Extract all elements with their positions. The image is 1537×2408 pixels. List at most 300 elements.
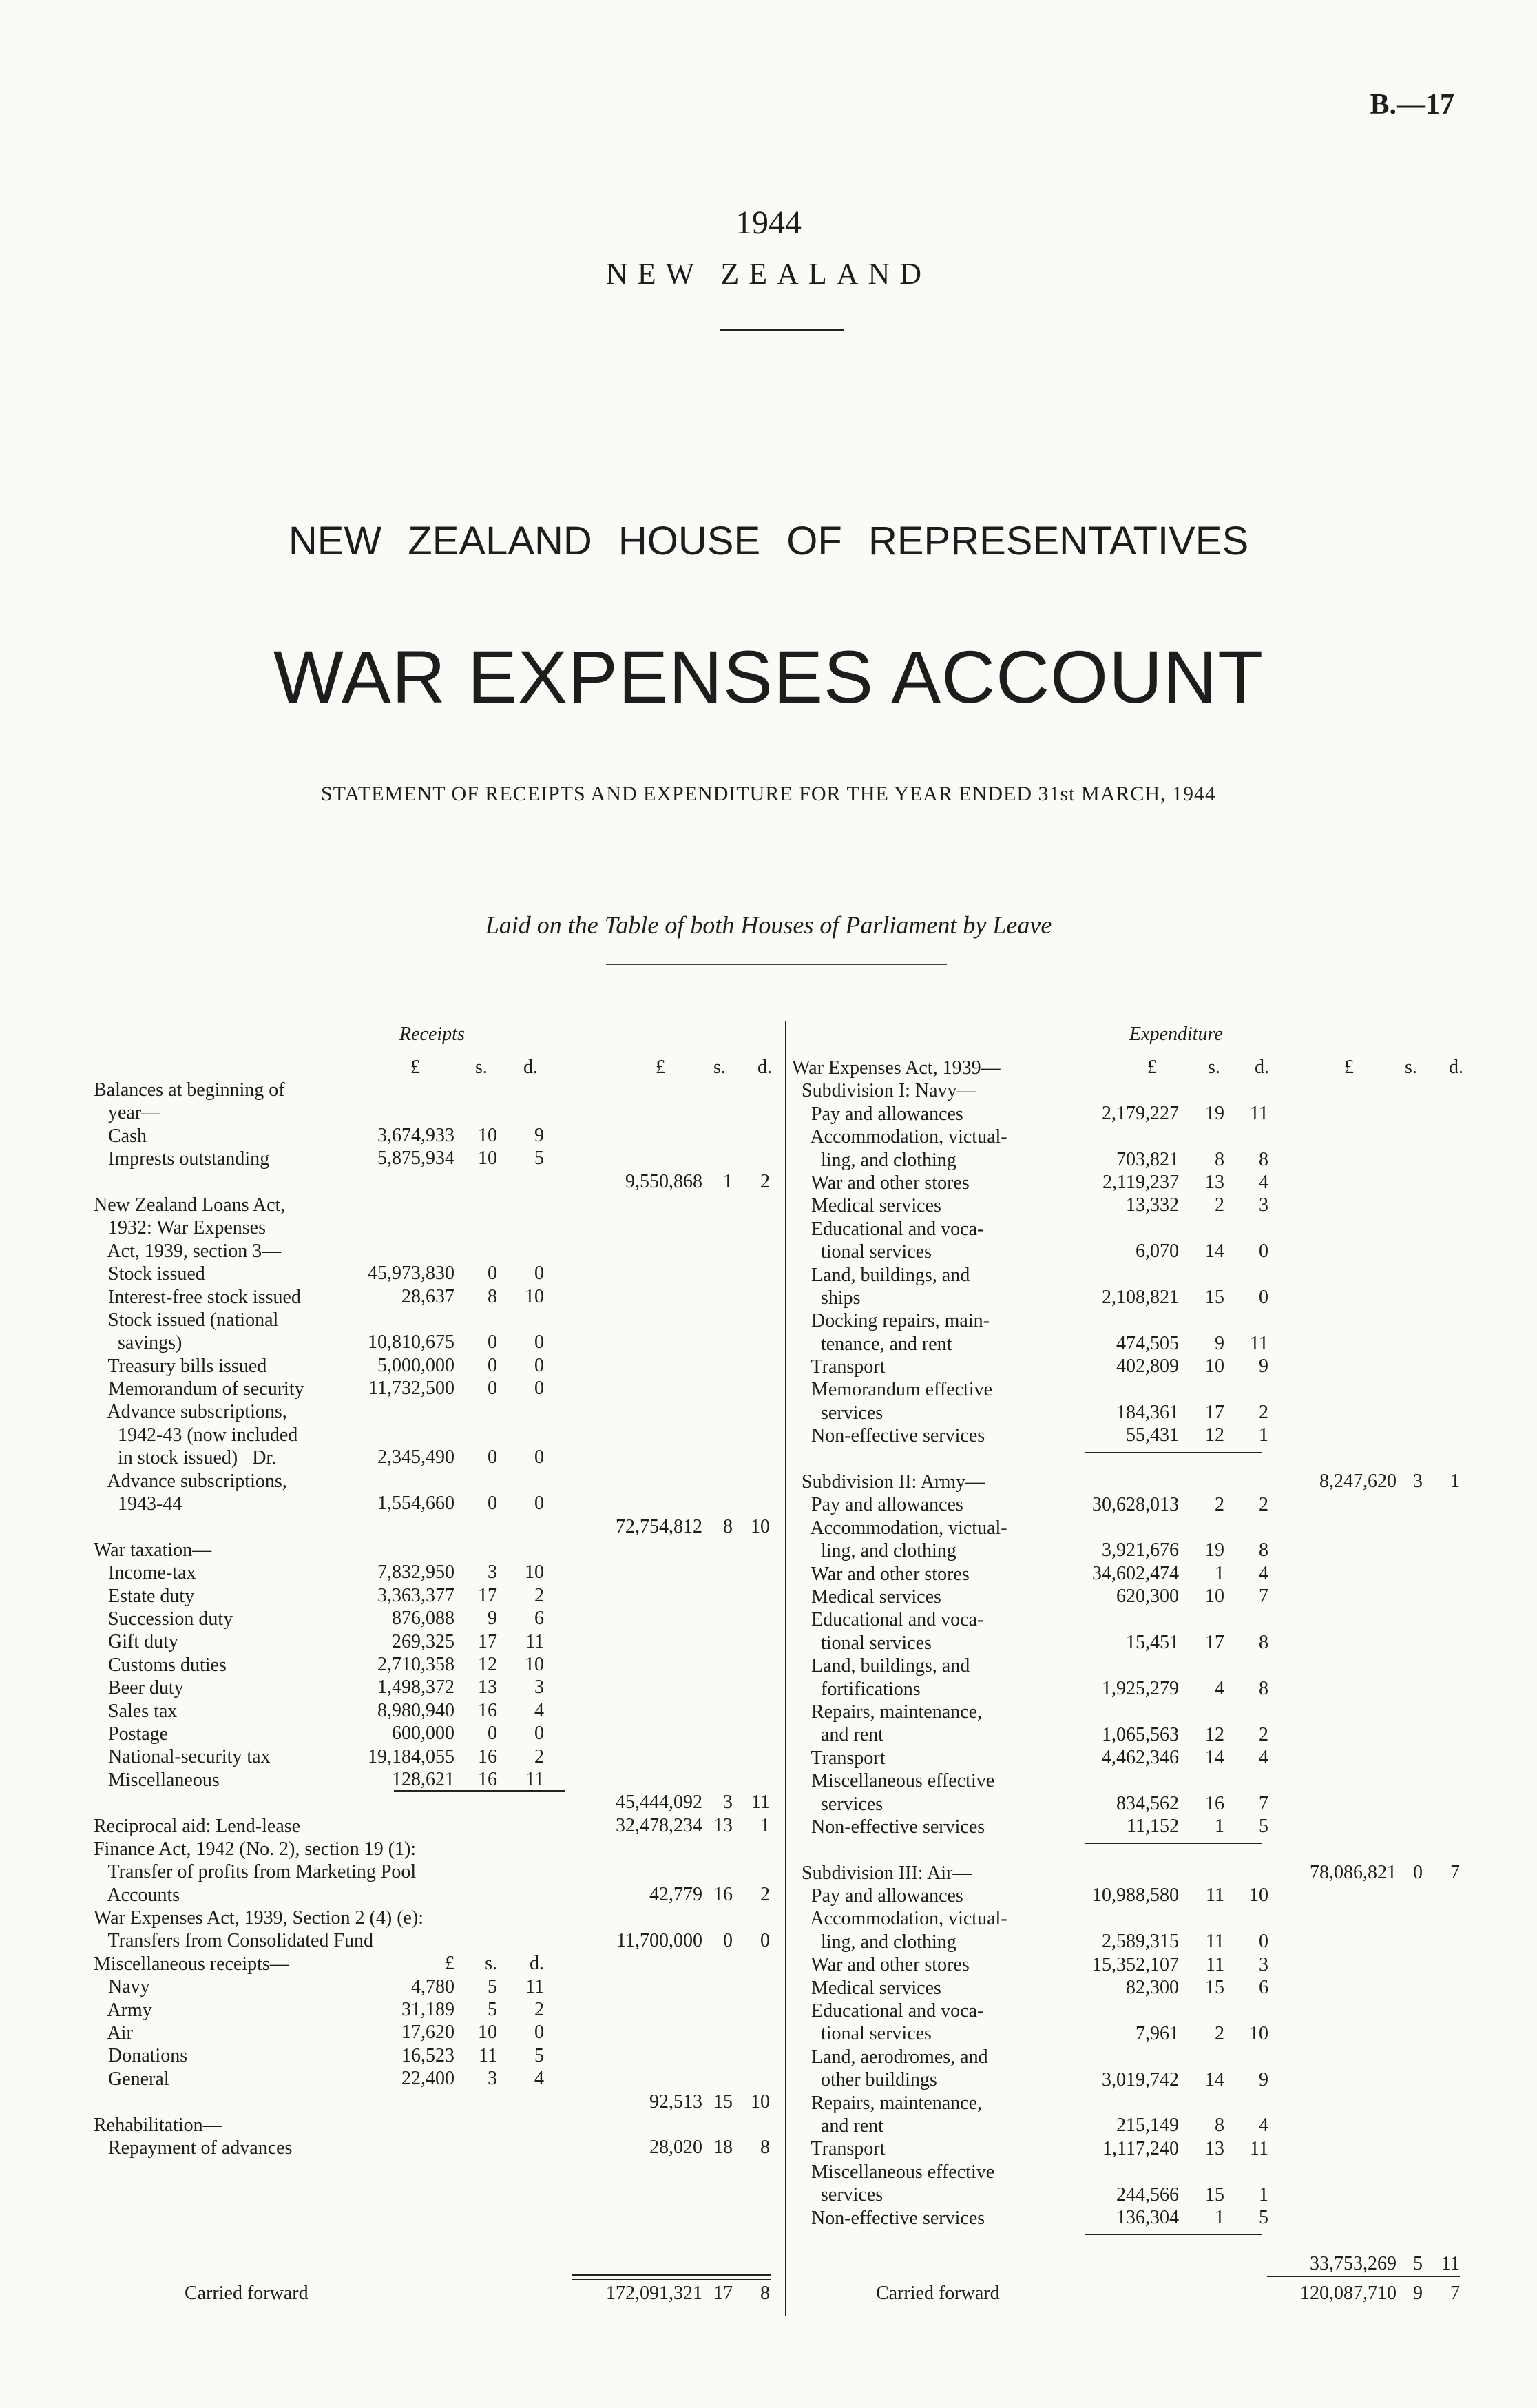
expenditure-inner-pounds: 2,119,237: [1102, 1172, 1179, 1193]
receipts-inner-pence: 11: [525, 1769, 544, 1790]
receipts-col-pence-inner: d.: [523, 1057, 538, 1078]
expenditure-inner-shillings: 14: [1205, 2068, 1224, 2090]
receipts-line: New Zealand Loans Act,: [94, 1194, 286, 1216]
receipts-line: Memorandum of security: [94, 1378, 304, 1400]
receipts-misc-col-pence: d.: [530, 1953, 544, 1975]
receipts-total-pounds: 45,444,092: [616, 1792, 702, 1814]
expenditure-total-shillings: 5: [1413, 2252, 1423, 2274]
receipts-line: Donations: [94, 2045, 188, 2067]
expenditure-line: Pay and allowances: [792, 1885, 963, 1907]
expenditure-inner-pence: 11: [1250, 2137, 1268, 2159]
receipts-inner-pence: 11: [525, 1975, 544, 1997]
expenditure-inner-pounds: 2,108,821: [1102, 1287, 1179, 1308]
receipts-inner-pounds: 16,523: [401, 2044, 454, 2066]
receipts-inner-pounds: 3,674,933: [377, 1124, 454, 1146]
receipts-line: Rehabilitation—: [94, 2114, 222, 2136]
receipts-line: Transfer of profits from Marketing Pool: [94, 1861, 417, 1883]
expenditure-line: Memorandum effective: [792, 1379, 993, 1401]
title-rule: [720, 329, 844, 331]
expenditure-inner-pence: 3: [1259, 1953, 1268, 1975]
receipts-carried-pounds: 172,091,321: [606, 2283, 702, 2304]
receipts-line: [94, 2090, 424, 2113]
expenditure-inner-pounds: 136,304: [1116, 2207, 1179, 2228]
expenditure-inner-pounds: 2,179,227: [1102, 1102, 1179, 1124]
receipts-inner-pence: 0: [534, 1723, 544, 1745]
receipts-inner-pence: 3: [534, 1677, 544, 1699]
receipts-line: Postage: [94, 1723, 169, 1745]
expenditure-line: fortifications: [792, 1678, 921, 1700]
receipts-inner-pence: 0: [534, 1446, 544, 1468]
expenditure-inner-shillings: 11: [1206, 1885, 1224, 1907]
receipts-inner-pounds: 28,637: [401, 1285, 454, 1307]
expenditure-line: Medical services: [792, 1195, 941, 1217]
receipts-total-pence: 10: [751, 2090, 770, 2113]
receipts-inner-pence: 4: [534, 2068, 544, 2090]
receipts-total-shillings: 0: [723, 1929, 733, 1951]
receipts-inner-pounds: 128,621: [392, 1769, 454, 1790]
expenditure-inner-pounds: 15,352,107: [1092, 1953, 1179, 1975]
expenditure-inner-shillings: 19: [1205, 1539, 1224, 1561]
receipts-inner-pounds: 4,780: [411, 1975, 454, 1997]
receipts-col-shillings-outer: s.: [713, 1057, 726, 1078]
expenditure-inner-pounds: 4,462,346: [1102, 1747, 1179, 1768]
expenditure-line: tional services: [792, 2023, 932, 2045]
expenditure-heading: Expenditure: [1129, 1024, 1223, 1045]
receipts-total-shillings: 15: [713, 2090, 733, 2113]
receipts-line: year—: [94, 1102, 161, 1124]
expenditure-inner-pounds: 34,602,474: [1092, 1562, 1179, 1584]
expenditure-line: services: [792, 1793, 883, 1815]
receipts-line: Miscellaneous receipts—: [94, 1953, 289, 1975]
receipts-inner-shillings: 0: [488, 1263, 497, 1285]
receipts-inner-shillings: 16: [478, 1745, 497, 1767]
receipts-inner-pence: 2: [534, 1745, 544, 1767]
expenditure-line: and rent: [792, 1724, 883, 1746]
receipts-line: Beer duty: [94, 1677, 184, 1699]
expenditure-inner-pence: 4: [1259, 1172, 1268, 1193]
receipts-inner-pence: 0: [534, 2022, 544, 2044]
receipts-inner-shillings: 16: [478, 1699, 497, 1721]
expenditure-inner-shillings: 2: [1215, 1194, 1224, 1216]
receipts-line: Miscellaneous: [94, 1769, 220, 1791]
expenditure-line: Non-effective services: [792, 2207, 985, 2229]
expenditure-col-shillings-outer: s.: [1405, 1057, 1417, 1078]
expenditure-total-pence: 7: [1450, 1862, 1460, 1883]
receipts-total-shillings: 3: [723, 1792, 733, 1814]
expenditure-inner-pounds: 703,821: [1116, 1148, 1179, 1170]
receipts-inner-pounds: 2,345,490: [377, 1446, 454, 1468]
expenditure-inner-shillings: 12: [1205, 1723, 1224, 1745]
expenditure-inner-pounds: 474,505: [1116, 1332, 1179, 1354]
page-reference: B.—17: [1370, 89, 1454, 121]
receipts-inner-pence: 0: [534, 1331, 544, 1353]
expenditure-inner-pounds: 184,361: [1116, 1402, 1179, 1423]
house-heading: NEW ZEALAND HOUSE OF REPRESENTATIVES: [288, 519, 1249, 563]
receipts-inner-pence: 0: [534, 1378, 544, 1400]
receipts-line: [94, 1792, 424, 1814]
expenditure-line: Educational and voca-: [792, 2000, 984, 2022]
receipts-inner-pence: 2: [534, 1999, 544, 2020]
receipts-line: savings): [94, 1332, 182, 1354]
receipts-subtotal-rule: [394, 1515, 565, 1516]
expenditure-inner-shillings: 17: [1205, 1632, 1224, 1653]
receipts-misc-col-pounds: £: [445, 1953, 454, 1975]
expenditure-inner-pence: 4: [1259, 2115, 1268, 2137]
expenditure-line: Transport: [792, 1747, 886, 1769]
expenditure-inner-shillings: 8: [1215, 2115, 1224, 2137]
receipts-inner-pence: 5: [534, 2044, 544, 2066]
receipts-inner-shillings: 17: [478, 1630, 497, 1652]
expenditure-inner-pounds: 11,152: [1127, 1816, 1179, 1838]
expenditure-inner-pence: 2: [1259, 1723, 1268, 1745]
expenditure-inner-pence: 7: [1259, 1792, 1268, 1814]
expenditure-inner-pounds: 1,925,279: [1102, 1677, 1179, 1699]
receipts-line: Income-tax: [94, 1562, 196, 1584]
statement-subtitle: STATEMENT OF RECEIPTS AND EXPENDITURE FOR THE YEAR ENDED 31st MARCH, 1944: [320, 782, 1217, 805]
receipts-inner-pence: 10: [525, 1654, 544, 1675]
receipts-inner-pounds: 22,400: [401, 2068, 454, 2090]
expenditure-inner-shillings: 15: [1205, 1287, 1224, 1308]
receipts-subtotal-rule: [394, 1170, 565, 1171]
expenditure-line: Land, buildings, and: [792, 1264, 970, 1286]
receipts-col-pence-outer: d.: [757, 1057, 772, 1078]
receipts-inner-pence: 10: [525, 1561, 544, 1584]
receipts-misc-col-shillings: s.: [485, 1953, 497, 1975]
receipts-carried-shillings: 17: [713, 2283, 733, 2304]
expenditure-subtotal-rule: [1085, 1452, 1262, 1453]
expenditure-line: Educational and voca-: [792, 1609, 984, 1631]
expenditure-inner-shillings: 11: [1206, 1931, 1224, 1953]
expenditure-inner-shillings: 1: [1215, 1816, 1224, 1838]
expenditure-line: Docking repairs, main-: [792, 1310, 990, 1332]
expenditure-inner-pence: 11: [1250, 1102, 1268, 1124]
expenditure-line: Transport: [792, 1356, 886, 1378]
expenditure-inner-pence: 7: [1259, 1586, 1268, 1608]
expenditure-inner-pounds: 834,562: [1116, 1792, 1179, 1814]
receipts-inner-pence: 4: [534, 1699, 544, 1721]
expenditure-line: ling, and clothing: [792, 1931, 956, 1953]
expenditure-inner-shillings: 4: [1215, 1677, 1224, 1699]
expenditure-inner-pence: 10: [1249, 2022, 1268, 2044]
receipts-line: 1932: War Expenses: [94, 1217, 266, 1239]
receipts-inner-pounds: 3,363,377: [377, 1584, 454, 1606]
receipts-total-pounds: 72,754,812: [616, 1515, 702, 1537]
expenditure-total-pence: 11: [1441, 2252, 1460, 2274]
expenditure-line: Accommodation, victual-: [792, 1126, 1007, 1148]
expenditure-inner-shillings: 9: [1215, 1332, 1224, 1354]
receipts-line: in stock issued) Dr.: [94, 1447, 277, 1469]
receipts-total-pence: 1: [760, 1814, 770, 1836]
expenditure-inner-shillings: 10: [1205, 1356, 1224, 1378]
expenditure-line: Repairs, maintenance,: [792, 2092, 983, 2114]
receipts-total-pounds: 92,513: [649, 2090, 702, 2113]
expenditure-inner-pounds: 620,300: [1116, 1586, 1179, 1608]
receipts-inner-pence: 11: [525, 1630, 544, 1652]
receipts-inner-shillings: 11: [479, 2044, 497, 2066]
expenditure-inner-pounds: 244,566: [1116, 2183, 1179, 2205]
receipts-inner-pounds: 10,810,675: [368, 1331, 454, 1353]
receipts-total-shillings: 18: [713, 2137, 733, 2159]
expenditure-total-pounds: 78,086,821: [1310, 1862, 1397, 1883]
receipts-inner-shillings: 5: [488, 1975, 497, 1997]
expenditure-inner-pence: 2: [1259, 1402, 1268, 1423]
receipts-inner-shillings: 17: [478, 1584, 497, 1606]
expenditure-line: Subdivision II: Army—: [792, 1471, 985, 1493]
expenditure-inner-pounds: 2,589,315: [1102, 1931, 1179, 1953]
laid-rule-bottom: [606, 964, 947, 965]
expenditure-line: ling, and clothing: [792, 1149, 956, 1171]
receipts-line: Estate duty: [94, 1585, 195, 1607]
expenditure-line: War Expenses Act, 1939—: [792, 1057, 1001, 1079]
expenditure-inner-pounds: 402,809: [1116, 1356, 1179, 1378]
expenditure-inner-pounds: 6,070: [1136, 1241, 1179, 1263]
expenditure-inner-pence: 5: [1259, 1816, 1268, 1838]
receipts-total-pounds: 32,478,234: [616, 1814, 702, 1836]
receipts-inner-pence: 10: [525, 1285, 544, 1307]
receipts-inner-pounds: 45,973,830: [368, 1263, 454, 1285]
expenditure-subtotal-rule: [1085, 2234, 1262, 2235]
expenditure-inner-pence: 4: [1259, 1562, 1268, 1584]
expenditure-inner-pounds: 55,431: [1126, 1424, 1179, 1446]
expenditure-inner-pence: 8: [1259, 1539, 1268, 1561]
receipts-inner-pence: 5: [534, 1148, 544, 1170]
receipts-line: Balances at beginning of: [94, 1079, 285, 1101]
expenditure-line: services: [792, 2184, 883, 2206]
receipts-inner-pounds: 19,184,055: [368, 1745, 454, 1767]
expenditure-line: [792, 1838, 1007, 1861]
expenditure-inner-shillings: 15: [1205, 1977, 1224, 1998]
expenditure-inner-pence: 10: [1249, 1885, 1268, 1907]
receipts-subtotal-rule: [394, 1790, 565, 1792]
country-heading: NEW ZEALAND: [605, 257, 932, 291]
receipts-line: War taxation—: [94, 1539, 212, 1561]
laid-on-table-note: Laid on the Table of both Houses of Parliament by Leave: [485, 911, 1052, 939]
document-title: WAR EXPENSES ACCOUNT: [273, 635, 1264, 718]
receipts-inner-pounds: 5,000,000: [377, 1354, 454, 1376]
expenditure-inner-pence: 0: [1259, 1241, 1268, 1263]
column-divider: [785, 1021, 786, 2316]
receipts-line: Stock issued (national: [94, 1309, 279, 1331]
receipts-line: 1942-43 (now included: [94, 1424, 298, 1446]
expenditure-inner-shillings: 1: [1215, 2207, 1224, 2228]
expenditure-line: other buildings: [792, 2069, 937, 2091]
expenditure-inner-shillings: 1: [1215, 1562, 1224, 1584]
expenditure-inner-pounds: 13,332: [1126, 1194, 1179, 1216]
receipts-inner-shillings: 12: [478, 1654, 497, 1675]
expenditure-carried-shillings: 9: [1413, 2283, 1423, 2304]
receipts-inner-pounds: 11,732,500: [368, 1378, 454, 1400]
receipts-inner-shillings: 0: [488, 1446, 497, 1468]
expenditure-inner-pence: 1: [1259, 1424, 1268, 1446]
receipts-line: Treasury bills issued: [94, 1355, 267, 1377]
receipts-line: Sales tax: [94, 1700, 178, 1722]
expenditure-line: Transport: [792, 2138, 886, 2160]
receipts-line: Accounts: [94, 1884, 180, 1906]
receipts-inner-shillings: 0: [488, 1331, 497, 1353]
receipts-line: Act, 1939, section 3—: [94, 1240, 282, 1262]
expenditure-inner-pounds: 3,019,742: [1102, 2068, 1179, 2090]
expenditure-inner-shillings: 14: [1205, 1241, 1224, 1263]
receipts-line: Cash: [94, 1125, 147, 1147]
receipts-carried-pence: 8: [760, 2283, 770, 2304]
expenditure-col-shillings-inner: s.: [1208, 1057, 1220, 1078]
receipts-inner-pounds: 8,980,940: [377, 1699, 454, 1721]
receipts-inner-shillings: 10: [478, 1124, 497, 1146]
receipts-inner-shillings: 10: [478, 2022, 497, 2044]
expenditure-inner-pence: 0: [1259, 1931, 1268, 1953]
receipts-line: Transfers from Consolidated Fund: [94, 1930, 373, 1952]
receipts-total-pence: 10: [751, 1515, 770, 1537]
receipts-line: [94, 1515, 424, 1538]
expenditure-line: and rent: [792, 2115, 883, 2137]
expenditure-line: Accommodation, victual-: [792, 1517, 1007, 1539]
receipts-inner-pounds: 1,498,372: [377, 1677, 454, 1699]
receipts-inner-pounds: 17,620: [401, 2022, 454, 2044]
receipts-inner-pounds: 5,875,934: [377, 1148, 454, 1170]
expenditure-inner-pence: 0: [1259, 1287, 1268, 1308]
receipts-total-pence: 11: [751, 1792, 770, 1814]
receipts-inner-pounds: 876,088: [392, 1608, 454, 1630]
expenditure-carried-pounds: 120,087,710: [1300, 2283, 1397, 2304]
receipts-inner-pounds: 600,000: [392, 1723, 454, 1745]
expenditure-inner-pounds: 7,961: [1136, 2022, 1179, 2044]
receipts-total-pounds: 11,700,000: [616, 1929, 702, 1951]
expenditure-line: ships: [792, 1287, 861, 1309]
expenditure-line: tional services: [792, 1632, 932, 1654]
receipts-line: Succession duty: [94, 1608, 233, 1630]
expenditure-inner-pounds: 30,628,013: [1092, 1493, 1179, 1515]
receipts-line: Gift duty: [94, 1631, 178, 1653]
expenditure-line: Land, aerodromes, and: [792, 2046, 988, 2068]
receipts-inner-shillings: 0: [488, 1354, 497, 1376]
expenditure-line: Non-effective services: [792, 1816, 985, 1838]
expenditure-inner-pounds: 215,149: [1116, 2115, 1179, 2137]
receipts-col-pounds-inner: £: [410, 1057, 420, 1078]
expenditure-line: ling, and clothing: [792, 1540, 956, 1562]
expenditure-inner-pence: 11: [1250, 1332, 1268, 1354]
expenditure-line: tional services: [792, 1241, 932, 1263]
receipts-carried-forward-label: Carried forward: [185, 2283, 309, 2304]
expenditure-line: tenance, and rent: [792, 1333, 952, 1355]
expenditure-inner-pounds: 10,988,580: [1092, 1885, 1179, 1907]
expenditure-line: services: [792, 1402, 883, 1424]
receipts-inner-pounds: 269,325: [392, 1630, 454, 1652]
expenditure-line: [792, 1448, 1007, 1471]
expenditure-inner-pounds: 1,117,240: [1102, 2137, 1179, 2159]
expenditure-inner-shillings: 11: [1206, 1953, 1224, 1975]
receipts-line: Customs duties: [94, 1654, 227, 1676]
receipts-inner-pence: 0: [534, 1354, 544, 1376]
receipts-total-pounds: 9,550,868: [625, 1170, 702, 1192]
receipts-line: Repayment of advances: [94, 2137, 293, 2159]
expenditure-line: Pay and allowances: [792, 1103, 963, 1125]
receipts-total-pence: 8: [760, 2137, 770, 2159]
receipts-total-pence: 2: [760, 1170, 770, 1192]
receipts-line: Advance subscriptions,: [94, 1470, 287, 1492]
receipts-inner-shillings: 16: [478, 1769, 497, 1790]
expenditure-line: Subdivision I: Navy—: [792, 1080, 976, 1102]
receipts-total-pence: 2: [760, 1884, 770, 1905]
expenditure-inner-pence: 3: [1259, 1194, 1268, 1216]
expenditure-inner-pounds: 15,451: [1126, 1632, 1179, 1653]
expenditure-line: Miscellaneous effective: [792, 1770, 995, 1792]
expenditure-inner-shillings: 14: [1205, 1747, 1224, 1768]
expenditure-inner-pence: 8: [1259, 1632, 1268, 1653]
expenditure-inner-shillings: 19: [1205, 1102, 1224, 1124]
expenditure-col-pence-outer: d.: [1449, 1057, 1463, 1078]
expenditure-inner-shillings: 13: [1205, 1172, 1224, 1193]
expenditure-col-pounds-outer: £: [1344, 1057, 1354, 1078]
receipts-col-shillings-inner: s.: [475, 1057, 488, 1078]
expenditure-line: Non-effective services: [792, 1425, 985, 1447]
receipts-inner-pounds: 7,832,950: [377, 1561, 454, 1584]
receipts-line: Navy: [94, 1976, 150, 1998]
receipts-inner-pounds: 31,189: [401, 1999, 454, 2020]
expenditure-inner-pounds: 82,300: [1126, 1977, 1179, 1998]
receipts-inner-shillings: 0: [488, 1723, 497, 1745]
receipts-line: Finance Act, 1942 (No. 2), section 19 (1):: [94, 1838, 417, 1860]
receipts-inner-shillings: 5: [488, 1999, 497, 2020]
expenditure-carried-rule: [1267, 2276, 1460, 2277]
expenditure-line: Pay and allowances: [792, 1494, 963, 1516]
expenditure-inner-pounds: 1,065,563: [1102, 1723, 1179, 1745]
expenditure-line: Land, buildings, and: [792, 1655, 970, 1677]
expenditure-line: Medical services: [792, 1586, 941, 1608]
expenditure-total-pence: 1: [1450, 1471, 1460, 1493]
expenditure-inner-pence: 8: [1259, 1677, 1268, 1699]
receipts-line: National-security tax: [94, 1746, 271, 1768]
expenditure-inner-pence: 4: [1259, 1747, 1268, 1768]
expenditure-line: Accommodation, victual-: [792, 1908, 1007, 1930]
expenditure-inner-pence: 1: [1259, 2183, 1268, 2205]
receipts-line: General: [94, 2068, 169, 2090]
receipts-inner-shillings: 9: [488, 1608, 497, 1630]
expenditure-col-pounds-inner: £: [1147, 1057, 1157, 1078]
expenditure-total-shillings: 0: [1413, 1862, 1423, 1883]
expenditure-inner-shillings: 17: [1205, 1402, 1224, 1423]
expenditure-inner-pence: 5: [1259, 2207, 1268, 2228]
expenditure-inner-shillings: 12: [1205, 1424, 1224, 1446]
expenditure-inner-pence: 9: [1259, 2068, 1268, 2090]
receipts-carried-rule: [572, 2279, 771, 2280]
receipts-inner-pence: 0: [534, 1263, 544, 1285]
expenditure-line: Repairs, maintenance,: [792, 1701, 983, 1723]
expenditure-inner-shillings: 10: [1205, 1586, 1224, 1608]
receipts-line: War Expenses Act, 1939, Section 2 (4) (e):: [94, 1907, 424, 1929]
expenditure-total-pounds: 33,753,269: [1310, 2252, 1397, 2274]
receipts-inner-shillings: 0: [488, 1493, 497, 1515]
receipts-line: Air: [94, 2022, 133, 2044]
receipts-total-shillings: 8: [723, 1515, 733, 1537]
receipts-line: Stock issued: [94, 1263, 205, 1285]
expenditure-line: Miscellaneous effective: [792, 2161, 995, 2183]
receipts-subtotal-rule: [394, 2090, 565, 2091]
expenditure-inner-shillings: 2: [1215, 1493, 1224, 1515]
receipts-inner-shillings: 10: [478, 1148, 497, 1170]
expenditure-item-list: [792, 1057, 1007, 2230]
receipts-line: Advance subscriptions,: [94, 1401, 287, 1423]
receipts-total-pounds: 42,779: [649, 1884, 702, 1905]
expenditure-inner-shillings: 15: [1205, 2183, 1224, 2205]
expenditure-inner-shillings: 13: [1205, 2137, 1224, 2159]
receipts-col-pounds-outer: £: [656, 1057, 665, 1078]
expenditure-inner-shillings: 2: [1215, 2022, 1224, 2044]
receipts-inner-pounds: 2,710,358: [377, 1654, 454, 1675]
receipts-line: [94, 1171, 424, 1194]
expenditure-col-pence-inner: d.: [1255, 1057, 1269, 1078]
expenditure-line: War and other stores: [792, 1563, 970, 1585]
receipts-inner-pence: 0: [534, 1493, 544, 1515]
